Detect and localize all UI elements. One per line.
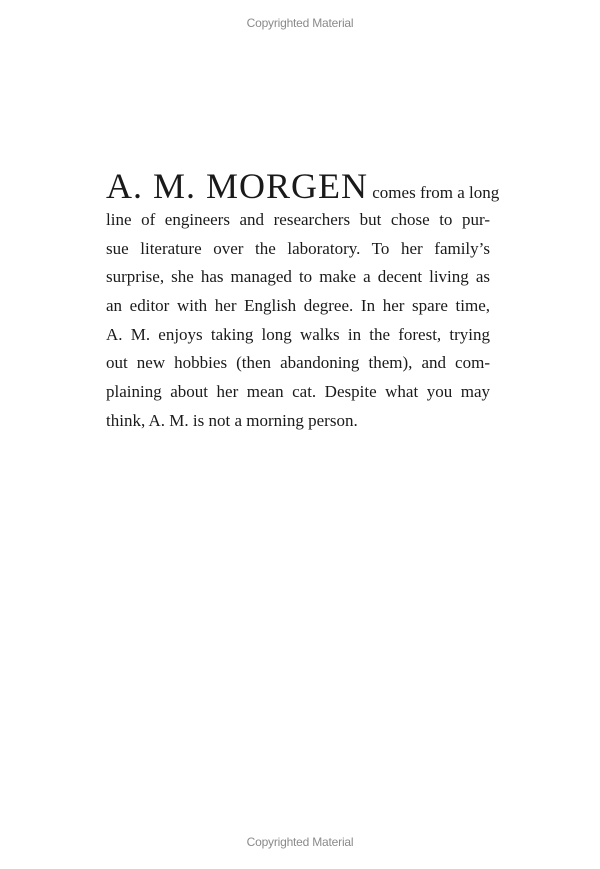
copyright-watermark-top: Copyrighted Material bbox=[246, 16, 354, 30]
bio-line: out new hobbies (then abandoning them), and com- bbox=[106, 353, 490, 373]
bio-line-last: think, A. M. is not a morning person. bbox=[106, 410, 358, 430]
bio-line: surprise, she has managed to make a decent living as bbox=[106, 267, 490, 287]
bio-first-line bbox=[106, 166, 500, 206]
author-bio bbox=[106, 166, 500, 436]
bio-first-line-text: comes from a long bbox=[372, 183, 500, 202]
author-name: A. M. MORGEN bbox=[106, 166, 369, 206]
bio-line: A. M. enjoys taking long walks in the forest, trying bbox=[106, 324, 490, 344]
copyright-watermark-bottom: Copyrighted Material bbox=[246, 835, 354, 849]
bio-line: plaining about her mean cat. Despite what you may bbox=[106, 382, 490, 402]
bio-line: an editor with her English degree. In her spare time, bbox=[106, 296, 490, 316]
bio-line: line of engineers and researchers but chose to pur- bbox=[106, 210, 490, 229]
bio-line: sue literature over the laboratory. To her family’s bbox=[106, 238, 490, 258]
